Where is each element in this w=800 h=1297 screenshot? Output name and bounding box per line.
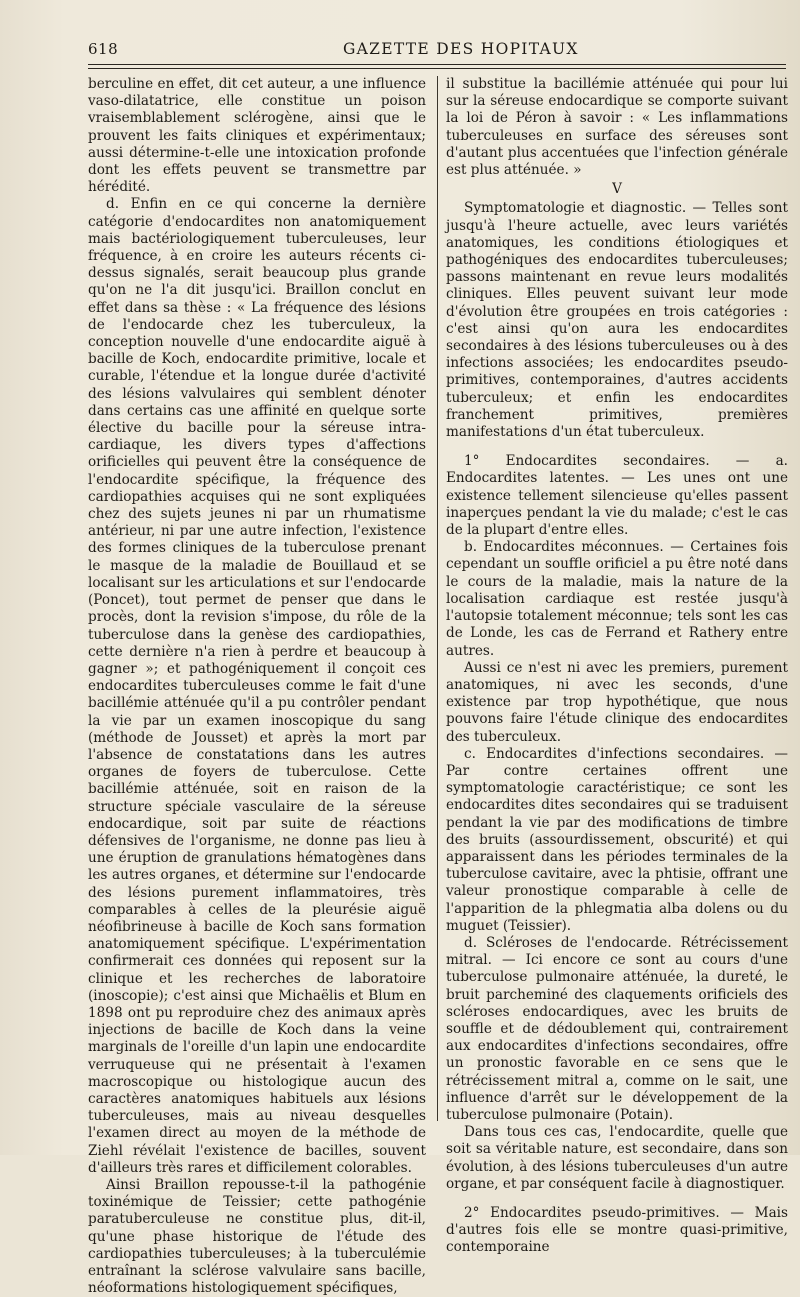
running-title: GAZETTE DES HOPITAUX <box>343 40 579 58</box>
column-divider <box>437 76 438 1121</box>
paragraph: c. Endocardites d'infections secondaires. — Par contre certaines offrent une symptomatologie caractéristique; ce sont les endocardites dites secondaires qui se traduisent pendant la vie par des modifications de timbre des bruits (assourdissement, obscurité) et qui apparaissent dans les périodes terminales de la tuberculose cavitaire, avec la phtisie, offrant une valeur pronostique comparable à celle de l'apparition de la phlegmatia alba dolens ou du muguet (Teissier). <box>446 745 788 934</box>
paragraph: Symptomatologie et diagnostic. — Telles sont jusqu'à l'heure actuelle, avec leurs variétés anatomiques, les conditions étiologiques et pathogéniques des endocardites tuberculeuses; passons maintenant en revue leurs modalités cliniques. Elles peuvent suivant leur mode d'évolution être groupées en trois catégories : c'est ainsi qu'on aura les endocardites secondaires à des lésions tuberculeuses ou à des infections associées; les endocardites pseudo-primitives, contemporaines, d'autres accidents tuberculeux; et enfin les endocardites franchement primitives, premières manifestations d'un état tuberculeux. <box>446 200 788 441</box>
paragraph: il substitue la bacillémie atténuée qui pour lui sur la séreuse endocardique se comporte suivant la loi de Péron à savoir : « Les inflammations tuberculeuses en surface des séreuses sont d'autant plus accentuées que l'infection générale est plus atténuée. » <box>446 76 788 179</box>
paragraph: berculine en effet, dit cet auteur, a une influence vaso-dilatatrice, elle constitue un poison vraisemblablement sclérogène, ainsi que le prouvent les faits cliniques et expérimentaux; aussi détermine-t-elle une intoxication profonde dont les effets peuvent se transmettre par hérédité. <box>88 76 426 196</box>
paragraph: Dans tous ces cas, l'endocardite, quelle que soit sa véritable nature, est secondaire, dans son évolution, à des lésions tuberculeuses d'un autre organe, et par conséquent facile à diagnostiquer. <box>446 1124 788 1192</box>
paragraph: Ainsi Braillon repousse-t-il la pathogénie toxinémique de Teissier; cette pathogénie paratuberculeuse ne constitue plus, dit-il, qu'une phase historique de l'étude des cardiopathies tuberculeuses; à la tuberculémie entraînant la sclérose valvulaire sans bacille, néoformations histologiquement spécifiques, <box>88 1177 426 1297</box>
left-column <box>88 76 426 1297</box>
page-header <box>88 40 788 66</box>
header-rule-thin <box>88 68 786 69</box>
header-rule-thick <box>88 64 786 65</box>
spacer <box>446 1193 788 1205</box>
section-number: V <box>612 181 622 198</box>
paragraph: Aussi ce n'est ni avec les premiers, purement anatomiques, ni avec les seconds, d'une existence par trop hypothétique, que nous pouvons faire l'étude clinique des endocardites des tuberculeux. <box>446 659 788 745</box>
page-number: 618 <box>88 40 119 58</box>
paragraph: d. Scléroses de l'endocarde. Rétrécissement mitral. — Ici encore ce sont au cours d'une tuberculose pulmonaire atténuée, la dureté, le bruit parcheminé des claquements orificiels des scléroses endocardiques, avec les bruits de souffle et de dédoublement qui, contrairement aux endocardites d'infections secondaires, offre un pronostic favorable en ce sens que le rétrécissement mitral a, comme on le sait, une influence d'arrêt sur le développement de la tuberculose pulmonaire (Potain). <box>446 934 788 1123</box>
paragraph: 2° Endocardites pseudo-primitives. — Mais d'autres fois elle se montre quasi-primitive, contemporaine <box>446 1205 788 1256</box>
paragraph: d. Enfin en ce qui concerne la dernière catégorie d'endocardites non anatomiquement mais bactériologiquement tuberculeuses, leur fréquence, à en croire les auteurs récents ci-dessus signalés, serait beaucoup plus grande qu'on ne l'a dit jusqu'ici. Braillon conclut en effet dans sa thèse : « La fréquence des lésions de l'endocarde chez les tuberculeux, la conception nouvelle d'une endocardite aiguë à bacille de Koch, endocardite primitive, locale et curable, l'étendue et la longue durée d'activité des lésions valvulaires qui semblent dénoter dans certains cas une affinité en quelque sorte élective du bacille pour la séreuse intra-cardiaque, les divers types d'affections orificielles qui peuvent être la conséquence de l'endocardite spécifique, la fréquence des cardiopathies acquises qui ne sont expliquées chez des sujets jeunes ni par un rhumatisme antérieur, ni par une autre infection, l'existence des formes cliniques de la tuberculose prenant le masque de la maladie de Bouillaud et se localisant sur les articulations et sur l'endocarde (Poncet), tout permet de penser que dans le procès, dont la revision s'impose, du rôle de la tuberculose dans la genèse des cardiopathies, cette dernière n'a rien à perdre et beaucoup à gagner »; et pathogéniquement il conçoit ces endocardites tuberculeuses comme le fait d'une bacillémie atténuée qu'il a pu contrôler pendant la vie par un examen inoscopique du sang (méthode de Jousset) et après la mort par l'absence de constatations dans les autres organes de foyers de tuberculose. Cette bacillémie atténuée, soit en raison de la structure spéciale vasculaire de la séreuse endocardique, soit par suite de réactions défensives de l'organisme, ne donne pas lieu à une éruption de granulations hématogènes dans les autres organes, et détermine sur l'endocarde des lésions purement inflammatoires, très comparables à celles de la pleurésie aiguë néofibrineuse à bacille de Koch sans formation anatomiquement spécifique. L'expérimentation confirmerait ces données qui reposent sur la clinique et les recherches de laboratoire (inoscopie); c'est ainsi que Michaëlis et Blum en 1898 ont pu reproduire chez des animaux après injections de bacille de Koch dans la veine marginals de l'oreille d'un lapin une endocardite verruqueuse qui ne présentait à l'examen macroscopique ou histologique aucun des caractères anatomiques habituels aux lésions tuberculeuses, mais au niveau desquelles l'examen direct au moyen de la méthode de Ziehl révélait l'existence de bacilles, souvent d'ailleurs très rares et difficilement colorables. <box>88 196 426 1176</box>
right-column <box>446 76 788 1257</box>
paragraph: 1° Endocardites secondaires. — a. Endocardites latentes. — Les unes ont une existence tellement silencieuse qu'elles passent inaperçues pendant la vie du malade; c'est le cas de la plupart d'entre elles. <box>446 453 788 539</box>
spacer <box>446 441 788 453</box>
paragraph: b. Endocardites méconnues. — Certaines fois cependant un souffle orificiel a pu être noté dans le cours de la maladie, mais la nature de la localisation cardiaque est restée jusqu'à l'autopsie totalement méconnue; tels sont les cas de Londe, les cas de Ferrand et Rathery entre autres. <box>446 539 788 659</box>
